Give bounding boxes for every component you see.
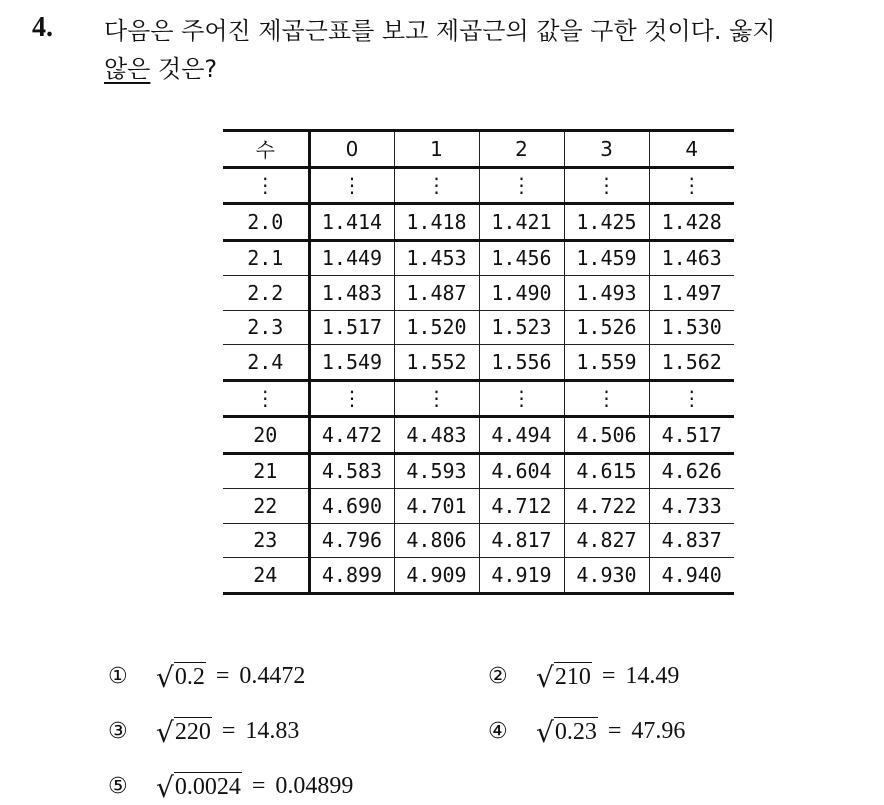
value-cell: 1.459 <box>564 240 649 276</box>
value-cell: 4.806 <box>394 523 479 558</box>
radical-sign: √ <box>156 660 174 694</box>
radical-sign: √ <box>536 660 554 694</box>
header-cell: 0 <box>309 131 394 168</box>
value-cell: 1.497 <box>649 276 734 311</box>
value-cell: 4.919 <box>479 558 564 594</box>
choice-number: ① <box>108 664 128 690</box>
equals-sign: = <box>607 718 622 745</box>
value-cell: 1.552 <box>394 345 479 381</box>
header-cell: 1 <box>394 131 479 168</box>
value-cell: 4.940 <box>649 558 734 594</box>
radical-sign: √ <box>536 715 554 749</box>
ellipsis-cell: ⋮ <box>309 380 394 417</box>
question-text <box>104 12 874 88</box>
row-number-cell: 2.4 <box>223 345 309 381</box>
square-root-expression <box>156 772 242 802</box>
choice-1[interactable] <box>108 662 305 692</box>
radicand: 220 <box>174 719 211 745</box>
value-cell: 1.487 <box>394 276 479 311</box>
ellipsis-cell: ⋮ <box>394 167 479 204</box>
choice-value: 47.96 <box>631 718 686 745</box>
value-cell: 1.449 <box>309 240 394 276</box>
choice-3[interactable] <box>108 717 299 747</box>
row-number-cell: 2.3 <box>223 310 309 345</box>
ellipsis-row <box>223 167 734 204</box>
value-cell: 1.562 <box>649 345 734 381</box>
ellipsis-cell: ⋮ <box>479 167 564 204</box>
value-cell: 4.930 <box>564 558 649 594</box>
radical-sign: √ <box>156 770 174 804</box>
choice-4[interactable] <box>488 717 685 747</box>
header-cell: 2 <box>479 131 564 168</box>
question-stem-end: 것은? <box>150 55 218 83</box>
ellipsis-cell: ⋮ <box>223 167 309 204</box>
header-cell: 4 <box>649 131 734 168</box>
table-row <box>223 489 734 524</box>
table-row <box>223 310 734 345</box>
value-cell: 1.421 <box>479 204 564 241</box>
value-cell: 4.604 <box>479 453 564 489</box>
ellipsis-cell: ⋮ <box>394 380 479 417</box>
row-number-cell: 2.1 <box>223 240 309 276</box>
equals-sign: = <box>221 718 236 745</box>
square-root-expression <box>536 717 598 747</box>
value-cell: 4.593 <box>394 453 479 489</box>
ellipsis-row <box>223 380 734 417</box>
table-row <box>223 558 734 594</box>
choice-value: 14.49 <box>625 663 680 690</box>
header-cell: 3 <box>564 131 649 168</box>
radical-sign: √ <box>156 715 174 749</box>
value-cell: 1.549 <box>309 345 394 381</box>
value-cell: 1.463 <box>649 240 734 276</box>
question-underlined-word: 않은 <box>104 55 151 83</box>
choice-5[interactable] <box>108 772 353 802</box>
value-cell: 4.909 <box>394 558 479 594</box>
value-cell: 1.517 <box>309 310 394 345</box>
ellipsis-cell: ⋮ <box>649 167 734 204</box>
question-stem: 다음은 주어진 제곱근표를 보고 제곱근의 값을 구한 것이다. 옳지 <box>104 17 776 45</box>
value-cell: 4.733 <box>649 489 734 524</box>
row-number-cell: 2.0 <box>223 204 309 241</box>
choice-value: 0.04899 <box>275 773 354 800</box>
equals-sign: = <box>215 663 230 690</box>
value-cell: 4.899 <box>309 558 394 594</box>
value-cell: 1.559 <box>564 345 649 381</box>
value-cell: 1.530 <box>649 310 734 345</box>
choice-number: ③ <box>108 719 128 745</box>
choice-value: 14.83 <box>245 718 300 745</box>
table-row <box>223 345 734 381</box>
value-cell: 4.506 <box>564 417 649 454</box>
value-cell: 4.701 <box>394 489 479 524</box>
table-row <box>223 453 734 489</box>
value-cell: 1.493 <box>564 276 649 311</box>
value-cell: 1.428 <box>649 204 734 241</box>
radicand: 210 <box>554 664 591 690</box>
value-cell: 4.472 <box>309 417 394 454</box>
value-cell: 4.615 <box>564 453 649 489</box>
value-cell: 4.817 <box>479 523 564 558</box>
ellipsis-cell: ⋮ <box>479 380 564 417</box>
table-header-row <box>223 131 734 168</box>
row-number-cell: 22 <box>223 489 309 524</box>
square-root-expression <box>156 717 212 747</box>
value-cell: 1.456 <box>479 240 564 276</box>
value-cell: 4.827 <box>564 523 649 558</box>
choice-value: 0.4472 <box>239 663 306 690</box>
value-cell: 1.425 <box>564 204 649 241</box>
equals-sign: = <box>601 663 616 690</box>
value-cell: 1.526 <box>564 310 649 345</box>
square-root-expression <box>536 662 592 692</box>
value-cell: 1.556 <box>479 345 564 381</box>
square-root-table <box>223 129 734 595</box>
row-number-cell: 21 <box>223 453 309 489</box>
table-row <box>223 276 734 311</box>
table-row <box>223 523 734 558</box>
value-cell: 4.626 <box>649 453 734 489</box>
value-cell: 4.712 <box>479 489 564 524</box>
ellipsis-cell: ⋮ <box>309 167 394 204</box>
value-cell: 1.453 <box>394 240 479 276</box>
value-cell: 4.494 <box>479 417 564 454</box>
value-cell: 4.722 <box>564 489 649 524</box>
choice-2[interactable] <box>488 662 679 692</box>
row-number-cell: 20 <box>223 417 309 454</box>
row-number-cell: 2.2 <box>223 276 309 311</box>
value-cell: 4.583 <box>309 453 394 489</box>
value-cell: 4.837 <box>649 523 734 558</box>
table-row <box>223 417 734 454</box>
value-cell: 4.517 <box>649 417 734 454</box>
row-number-cell: 24 <box>223 558 309 594</box>
radicand: 0.23 <box>554 719 597 745</box>
equals-sign: = <box>251 773 266 800</box>
ellipsis-cell: ⋮ <box>564 380 649 417</box>
value-cell: 1.523 <box>479 310 564 345</box>
ellipsis-cell: ⋮ <box>649 380 734 417</box>
value-cell: 1.490 <box>479 276 564 311</box>
choice-number: ⑤ <box>108 774 128 800</box>
table-row <box>223 240 734 276</box>
value-cell: 4.483 <box>394 417 479 454</box>
value-cell: 4.690 <box>309 489 394 524</box>
table-row <box>223 204 734 241</box>
radicand: 0.0024 <box>174 774 241 800</box>
value-cell: 4.796 <box>309 523 394 558</box>
choice-number: ④ <box>488 719 508 745</box>
value-cell: 1.520 <box>394 310 479 345</box>
radicand: 0.2 <box>174 664 205 690</box>
value-cell: 1.418 <box>394 204 479 241</box>
question-number: 4. <box>32 12 53 43</box>
value-cell: 1.414 <box>309 204 394 241</box>
value-cell: 1.483 <box>309 276 394 311</box>
ellipsis-cell: ⋮ <box>223 380 309 417</box>
header-cell-number: 수 <box>223 131 309 168</box>
square-root-expression <box>156 662 206 692</box>
row-number-cell: 23 <box>223 523 309 558</box>
ellipsis-cell: ⋮ <box>564 167 649 204</box>
choice-number: ② <box>488 664 508 690</box>
